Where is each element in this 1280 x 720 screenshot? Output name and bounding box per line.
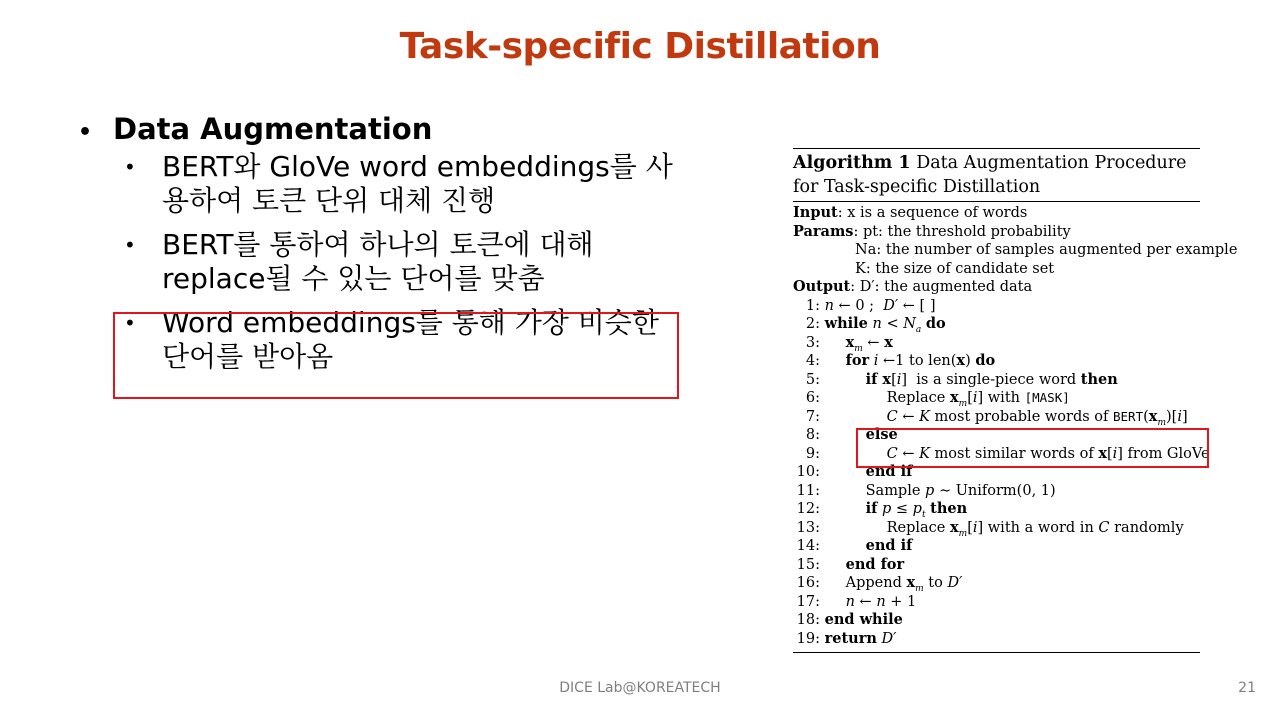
algorithm-param xyxy=(793,260,1200,279)
algorithm-highlight-box xyxy=(856,428,1209,468)
bullet-dot: • xyxy=(124,155,136,179)
algorithm-line: 1: n ← 0 ; D′ ← [ ] xyxy=(805,297,936,314)
bullet-item xyxy=(120,150,710,218)
output-text: D′: the augmented data xyxy=(859,279,1033,295)
algorithm-line: 18: end while xyxy=(796,611,903,628)
algorithm-line: 13: Replace $x_m[i]$ with a word in C randomly xyxy=(796,518,1184,539)
bullet-dot: • xyxy=(124,311,136,335)
bullet-item xyxy=(120,228,710,296)
algorithm-caption-label: Algorithm 1 xyxy=(793,153,911,173)
param-text: pt: the threshold probability xyxy=(862,223,1071,240)
algorithm-param xyxy=(793,241,1238,260)
algorithm-line: 17: n ← n + 1 xyxy=(796,593,917,610)
slide-title: Task-specific Distillation xyxy=(399,26,881,67)
bullet-dot: • xyxy=(78,120,93,145)
bullet-item-text: BERT와 GloVe word embeddings를 사용하여 토큰 단위 대체 진행 xyxy=(162,150,673,217)
algorithm-line: 16: Append $x_m$ to D′ xyxy=(796,574,963,594)
bullet-item-text: BERT를 통하여 하나의 토큰에 대해 replace될 수 있는 단어를 맞춤 xyxy=(162,228,594,295)
bullet-highlight-box xyxy=(113,312,679,399)
page-number: 21 xyxy=(1238,680,1256,696)
algorithm-line: 12: if $p \le p_t$ then xyxy=(796,500,968,520)
algorithm-mid-rule xyxy=(793,201,1200,202)
algorithm-caption xyxy=(793,149,1200,201)
algorithm-line: 2: while $n < N_a$ do xyxy=(805,315,946,335)
algorithm-line: 8: else xyxy=(805,426,898,443)
algorithm-line: 6: Replace $x_m[i]$ with [MASK] xyxy=(805,389,1070,409)
input-text: x is a sequence of words xyxy=(847,205,1028,221)
bullet-heading-text: Data Augmentation xyxy=(113,112,433,146)
algorithm-line: 9: C ← K most similar words of x[i] from GloVe xyxy=(805,444,1210,462)
algorithm-line: 10: end if xyxy=(796,463,913,480)
algorithm-line: 3: $x_m$ ← x xyxy=(805,333,893,354)
param-text: Na: the number of samples augmented per example xyxy=(855,242,1238,258)
algorithm-param: Params: pt: the threshold probability xyxy=(793,222,1071,240)
bullet-dot: • xyxy=(124,233,136,257)
input-label: Input xyxy=(793,204,838,221)
param-text: K: the size of candidate set xyxy=(855,260,1055,277)
bullet-heading xyxy=(70,112,710,146)
algorithm-line: 14: end if xyxy=(796,537,913,554)
bullet-item-text: Word embeddings를 통해 가장 비슷한 단어를 받아옴 xyxy=(162,306,659,373)
algorithm-caption-text: Data Augmentation Procedure for Task-specific Distillation xyxy=(793,153,1187,197)
algorithm-line: 19: return D′ xyxy=(796,629,897,647)
algorithm-block xyxy=(793,148,1238,653)
algorithm-line: 15: end for xyxy=(796,555,905,573)
params-label: Params xyxy=(793,222,854,240)
algorithm-bottom-rule xyxy=(793,652,1200,653)
algorithm-line: 4: for i ←1 to len(x) do xyxy=(805,352,996,369)
algorithm-output: Output: D′: the augmented data xyxy=(793,278,1033,295)
output-label: Output xyxy=(793,278,851,295)
footer-label: DICE Lab@KOREATECH xyxy=(559,680,721,696)
algorithm-line: 5: if x[i] is a single-piece word then xyxy=(805,370,1118,388)
algorithm-input: Input: x is a sequence of words xyxy=(793,204,1028,221)
algorithm-line: 7: C ← K most probable words of $BERT(x_m)[i]$ xyxy=(805,407,1188,428)
algorithm-line: 11: Sample p ∼ Uniform(0, 1) xyxy=(796,482,1056,499)
